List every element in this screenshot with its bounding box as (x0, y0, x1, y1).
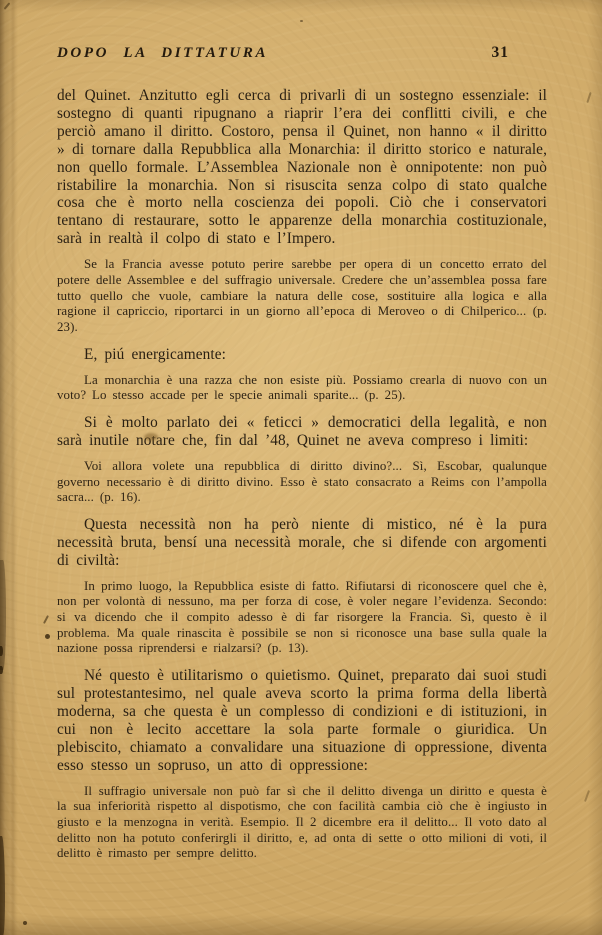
torn-edge (0, 646, 3, 656)
page-number: 31 (491, 44, 509, 61)
paper-speck (45, 634, 50, 639)
torn-edge (0, 666, 3, 674)
block-quote: Se la Francia avesse potuto perire sarebbe per opera di un concetto errato del potere delle Assemblee e del suffragio universale. Credere che un’assemblea possa fare tutto quello che vuole, cambiare la natura delle cose, sostituire alla logica e alla ragione il capriccio, riportarci in un giorno all’epoca di Meroveo o di Chilperico... (p. 23). (57, 257, 547, 334)
paragraph: Si è molto parlato dei « feticci » democratici della legalità, e non sarà inutile notare che, fin dal ’48, Quinet ne aveva compreso i limiti: (57, 413, 547, 449)
paragraph: Né questo è utilitarismo o quietismo. Quinet, preparato dai suoi studi sul protestantesimo, nel quale aveva scorto la prima forma della libertà moderna, sa che questa è un complesso di condizioni e di istituzioni, in cui non è lecito accettare la sola parte formale o giuridica. Un plebiscito, chiamato a convalidare una situazione di oppressione, diventa esso stesso un sopruso, un atto di oppressione: (57, 667, 547, 774)
block-quote: Voi allora volete una repubblica di diritto divino?... Sì, Escobar, qualunque governo necessario è di diritto divino. Esso è stato consacrato a Reims con l’ampolla sacra... (p. 16). (57, 458, 547, 505)
running-title: DOPO LA DITTATURA (57, 45, 269, 61)
block-quote: La monarchia è una razza che non esiste più. Possiamo crearla di nuovo con un voto? Lo stesso accade per le specie animali sparite... (p. 25). (57, 372, 547, 403)
page-body (57, 87, 547, 862)
running-header (57, 44, 547, 62)
paragraph: Questa necessità non ha però niente di mistico, né è la pura necessità bruta, bensí una necessità morale, che si difende con argomenti di civiltà: (57, 515, 547, 569)
block-quote: Il suffragio universale non può far sì che il delitto divenga un diritto e questa è la sua inferiorità rispetto al dispotismo, che con facilità cambia ciò che è ingiusto in giusto e la menzogna in verità. Esempio. Il 2 dicembre era il delitto... Il voto dato al delitto non ha potuto conferirgli il diritto, e, ad onta di sette o otto milioni di voti, il delitto è rimasto per sempre delitto. (57, 783, 547, 861)
block-quote: In primo luogo, la Repubblica esiste di fatto. Rifiutarsi di riconoscere quel che è, non per volontà di nessuno, ma per forza di cose, è voler negare l’evidenza. Secondo: si va dicendo che il compito adesso è di far risorgere la Francia. Sì, questo è il problema. Ma quale rinascita è possibile se non si riconosce una base sulla quale la nazione possa riprendersi e rialzarsi? (p. 13). (57, 578, 547, 656)
paragraph: E, piú energicamente: (84, 345, 227, 363)
paper-smudge (144, 433, 158, 441)
paper-speck (23, 921, 27, 925)
paragraph: del Quinet. Anzitutto egli cerca di privarli di un sostegno essenziale: il sostegno di quanti ripugnano a riaprir l’era dei conflitti civili, e che perciò amano il diritto. Costoro, pensa il Quinet, non hanno « il diritto » di tornare dalla Repubblica alla Monarchia: il diritto storico e naturale, non quello formale. L’Assemblea Nazionale non è onnipotente: non può ristabilire la monarchia. Non si risuscita senza colpo di stato qualche cosa che è morto nella coscienza dei popoli. Ciò che i conservatori tentano di restaurare, sotto le apparenze della monarchia costituzionale, sarà in realtà il colpo di stato e l’Impero. (57, 87, 547, 248)
paper-speck (300, 20, 303, 22)
